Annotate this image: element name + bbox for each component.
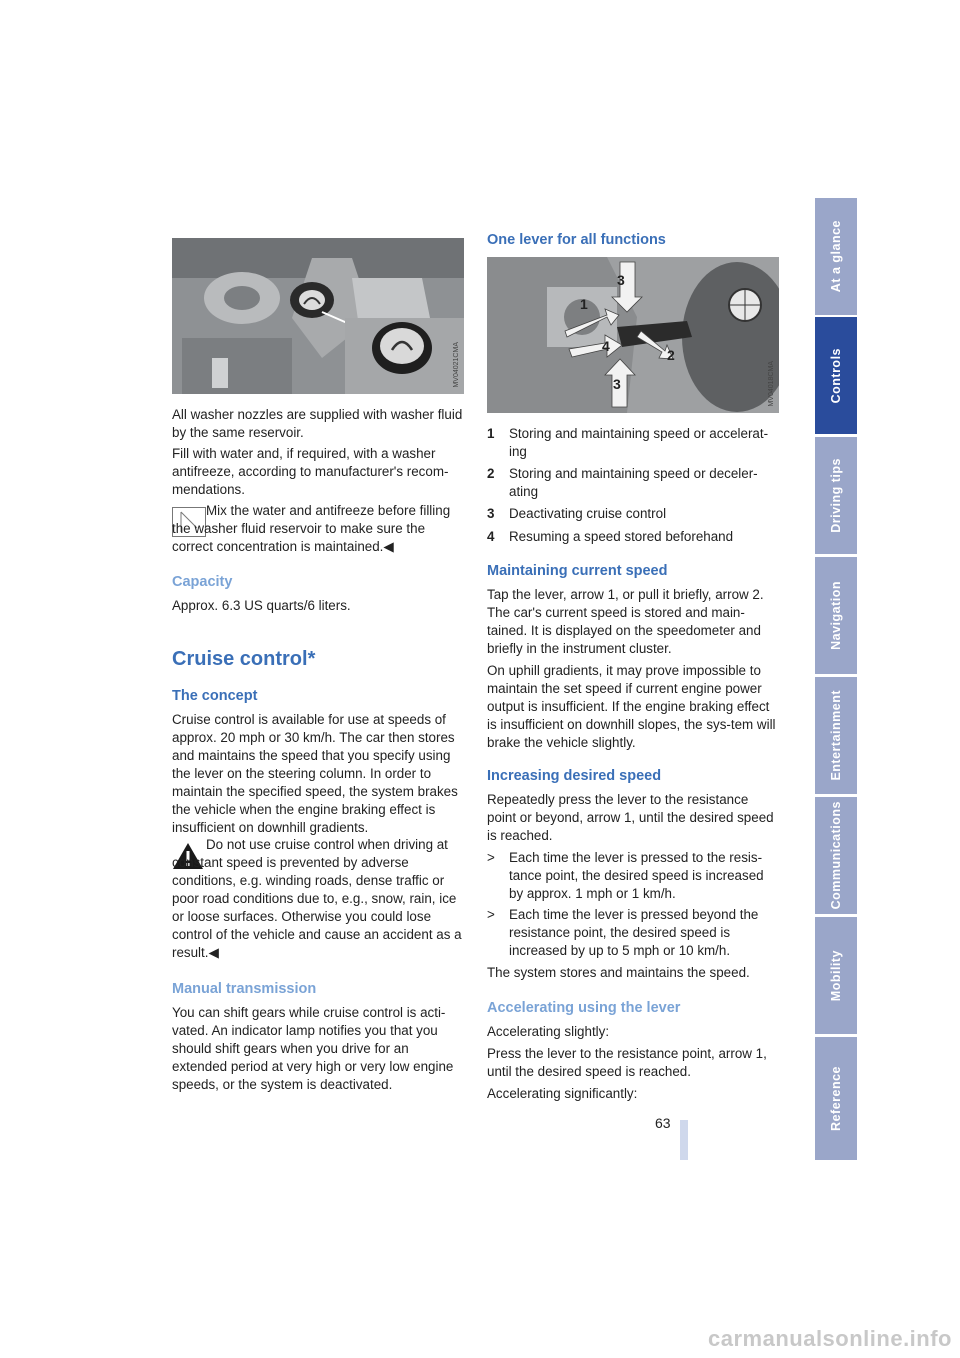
cruise-lever-photo <box>487 257 779 413</box>
list-item-2: 2 Storing and maintaining speed or deceler-ating <box>487 466 758 499</box>
washer-reservoir-illustration <box>172 238 464 394</box>
maintaining-speed-heading: Maintaining current speed <box>487 563 668 579</box>
footer-watermark: carmanualsonline.info <box>708 1326 952 1351</box>
chapter-tabs <box>815 198 857 1160</box>
uphill-text: On uphill gradients, it may prove impossible to maintain the set speed if current engine power output is insufficient. If the engine braking effect is insufficient on downhill slopes, the sys-tem will brake the vehicle slightly. <box>487 663 776 750</box>
svg-text:3: 3 <box>613 376 621 392</box>
accelerating-press: Press the lever to the resistance point, arrow 1, until the desired speed is reached. <box>487 1046 767 1079</box>
list-item-4: 4 Resuming a speed stored beforehand <box>487 529 734 544</box>
tab-mobility[interactable]: Mobility <box>815 917 857 1034</box>
svg-text:1: 1 <box>580 296 588 312</box>
cruise-control-title: Cruise control* <box>172 648 316 670</box>
svg-text:4: 4 <box>602 338 610 354</box>
list-item-1: 1 Storing and maintaining speed or accelerat-ing <box>487 426 769 459</box>
manual-transmission-text: You can shift gears while cruise control is acti-vated. An indicator lamp notifies you that you should shift gears when you drive for an extended period at very high or very low engine speeds, or the system is deactivated. <box>172 1005 454 1092</box>
bullet-item-2: > Each time the lever is pressed beyond the resistance point, the desired speed is increased by up to 5 mph or 10 km/h. <box>487 907 759 958</box>
capacity-heading: Capacity <box>172 574 233 590</box>
concept-text: Cruise control is available for use at speeds of approx. 20 mph or 30 km/h. The car then stores and maintains the speed that you specify using the lever on the steering column. In order to maintain the specified speed, the system brakes the vehicle when the engine braking effect is insufficient on downhill gradients. <box>172 712 458 835</box>
tab-driving-tips[interactable]: Driving tips <box>815 437 857 554</box>
accelerating-significantly: Accelerating significantly: <box>487 1086 638 1101</box>
list-item-3: 3 Deactivating cruise control <box>487 506 667 521</box>
tab-at-a-glance[interactable]: At a glance <box>815 198 857 315</box>
page-number-bar <box>680 1120 688 1160</box>
tab-navigation[interactable]: Navigation <box>815 557 857 674</box>
tab-entertainment[interactable]: Entertainment <box>815 677 857 794</box>
manual-transmission-heading: Manual transmission <box>172 981 317 997</box>
bullet-item-1: > Each time the lever is pressed to the resis-tance point, the desired speed is increased by approx. 1 mph or 1 km/h. <box>487 850 764 901</box>
one-lever-heading: One lever for all functions <box>487 232 666 248</box>
increasing-speed-heading: Increasing desired speed <box>487 768 662 784</box>
accelerating-slightly: Accelerating slightly: <box>487 1024 610 1039</box>
warning-text: Do not use cruise control when driving at constant speed is prevented by adverse conditions, e.g. winding roads, dense traffic or poor road conditions due to, e.g., snow, rain, ice or loose surfaces. Otherwise you could lose control of the vehicle and cause an accident as a result.◀ <box>172 837 462 960</box>
svg-text:3: 3 <box>617 272 625 288</box>
para-fill-water: Fill with water and, if required, with a washer antifreeze, according to manufacturer's recom-mendations. <box>172 446 449 497</box>
accelerating-heading: Accelerating using the lever <box>487 1000 681 1016</box>
photo-code: MV04021CMA <box>453 342 460 388</box>
capacity-text: Approx. 6.3 US quarts/6 liters. <box>172 598 351 613</box>
tab-reference[interactable]: Reference <box>815 1037 857 1160</box>
page-number: 63 <box>655 1115 671 1131</box>
para-washer-nozzles: All washer nozzles are supplied with washer fluid by the same reservoir. <box>172 407 463 440</box>
note-text: Mix the water and antifreeze before filling the washer fluid reservoir to make sure the correct concentration is maintained.◀ <box>172 503 451 554</box>
tab-communications[interactable]: Communications <box>815 797 857 914</box>
photo-code: MV04018CMA <box>768 361 775 407</box>
washer-reservoir-photo <box>172 238 464 394</box>
increasing-speed-text: Repeatedly press the lever to the resistance point or beyond, arrow 1, until the desired speed is reached. <box>487 792 774 843</box>
cruise-lever-illustration <box>487 257 779 413</box>
maintaining-speed-text: Tap the lever, arrow 1, or pull it briefly, arrow 2. The car's current speed is stored and main-tained. It is displayed on the speedometer and briefly in the instrument cluster. <box>487 587 764 656</box>
tab-controls[interactable]: Controls <box>815 317 857 434</box>
concept-heading: The concept <box>172 688 258 704</box>
stores-text: The system stores and maintains the speed. <box>487 965 750 980</box>
svg-text:2: 2 <box>667 347 675 363</box>
